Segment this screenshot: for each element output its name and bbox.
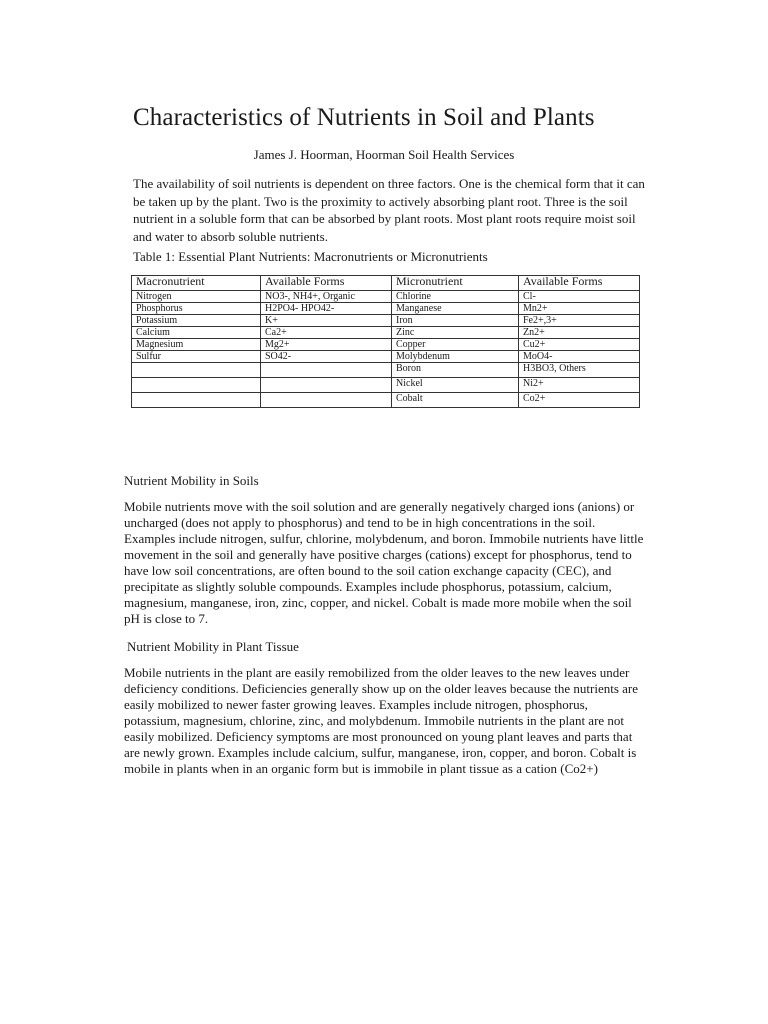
table-cell: Cl- — [519, 291, 640, 303]
table-cell: Ca2+ — [261, 327, 392, 339]
header-micronutrient: Micronutrient — [392, 276, 519, 291]
table-row — [132, 378, 640, 393]
table-cell: Fe2+,3+ — [519, 315, 640, 327]
author-line: James J. Hoorman, Hoorman Soil Health Services — [253, 147, 515, 162]
table-cell: Nitrogen — [132, 291, 261, 303]
table-cell: K+ — [261, 315, 392, 327]
table-cell: Boron — [392, 363, 519, 378]
table-cell — [132, 393, 261, 408]
table-cell: Zinc — [392, 327, 519, 339]
table-cell: Nickel — [392, 378, 519, 393]
section-heading-plant-mobility: Nutrient Mobility in Plant Tissue — [127, 639, 299, 654]
table-row — [132, 303, 640, 315]
table-row — [132, 291, 640, 303]
header-available-forms-micro: Available Forms — [519, 276, 640, 291]
table-cell: Magnesium — [132, 339, 261, 351]
table-cell: NO3-, NH4+, Organic — [261, 291, 392, 303]
table-row — [132, 327, 640, 339]
table-row — [132, 393, 640, 408]
section-heading-soil-mobility: Nutrient Mobility in Soils — [124, 473, 259, 488]
table-row — [132, 339, 640, 351]
section-body-soil-mobility: Mobile nutrients move with the soil solution and are generally negatively charged ions (anions) or uncharged (does not apply to phosphorus) and tend to be in high concentrations in the soil. Examples include nitrogen, sulfur, chlorine, molybdenum, and boron. Immobile nutrients have little movement in the soil and generally have positive charges (cations) except for phosphorus, tend to have low soil concentrations, are often bound to the soil cation exchange capacity (CEC), and precipitate as slightly soluble compounds. Examples include phosphorus, potassium, calcium, magnesium, manganese, iron, zinc, copper, and nickel. Cobalt is made more mobile when the soil pH is close to 7. — [124, 499, 644, 626]
table-cell: SO42- — [261, 351, 392, 363]
table-cell: Potassium — [132, 315, 261, 327]
table-cell: Molybdenum — [392, 351, 519, 363]
table-cell: Phosphorus — [132, 303, 261, 315]
table-cell: Chlorine — [392, 291, 519, 303]
table-row — [132, 363, 640, 378]
table-cell: Cobalt — [392, 393, 519, 408]
table-cell: Calcium — [132, 327, 261, 339]
table-cell: Mg2+ — [261, 339, 392, 351]
table-cell: H3BO3, Others — [519, 363, 640, 378]
table-cell: Iron — [392, 315, 519, 327]
table-cell: Co2+ — [519, 393, 640, 408]
document-title: Characteristics of Nutrients in Soil and Plants — [133, 104, 595, 131]
table-header-row — [132, 276, 640, 291]
table-row — [132, 351, 640, 363]
header-macronutrient: Macronutrient — [132, 276, 261, 291]
table-cell: Sulfur — [132, 351, 261, 363]
table-cell: H2PO4- HPO42- — [261, 303, 392, 315]
nutrients-table — [131, 275, 640, 408]
intro-paragraph: The availability of soil nutrients is dependent on three factors. One is the chemical form that it can be taken up by the plant. Two is the proximity to actively absorbing plant root. Three is the soil nutrient in a soluble form that can be absorbed by plant roots. Most plant roots require moist soil and water to absorb soluble nutrients. — [133, 176, 645, 244]
table-cell — [132, 363, 261, 378]
table-cell: Manganese — [392, 303, 519, 315]
table-caption: Table 1: Essential Plant Nutrients: Macronutrients or Micronutrients — [133, 249, 488, 264]
table-cell — [261, 378, 392, 393]
table-cell: Ni2+ — [519, 378, 640, 393]
table-cell: Copper — [392, 339, 519, 351]
table-cell — [261, 363, 392, 378]
table-cell: Zn2+ — [519, 327, 640, 339]
table-cell — [261, 393, 392, 408]
table-cell: MoO4- — [519, 351, 640, 363]
table-cell: Cu2+ — [519, 339, 640, 351]
table-cell — [132, 378, 261, 393]
header-available-forms-macro: Available Forms — [261, 276, 392, 291]
table-row — [132, 315, 640, 327]
section-body-plant-mobility: Mobile nutrients in the plant are easily remobilized from the older leaves to the new leaves under deficiency conditions. Deficiencies generally show up on the older leaves because the nutrients are easily mobilized to newer faster growing leaves. Examples include nitrogen, phosphorus, potassium, magnesium, chlorine, zinc, and molybdenum. Immobile nutrients in the plant are not easily mobilized. Deficiency symptoms are most pronounced on young plant leaves and parts that are newly grown. Examples include calcium, sulfur, manganese, iron, copper, and boron. Cobalt is mobile in plants when in an organic form but is immobile in plant tissue as a cation (Co2+) — [124, 665, 639, 776]
table-cell: Mn2+ — [519, 303, 640, 315]
